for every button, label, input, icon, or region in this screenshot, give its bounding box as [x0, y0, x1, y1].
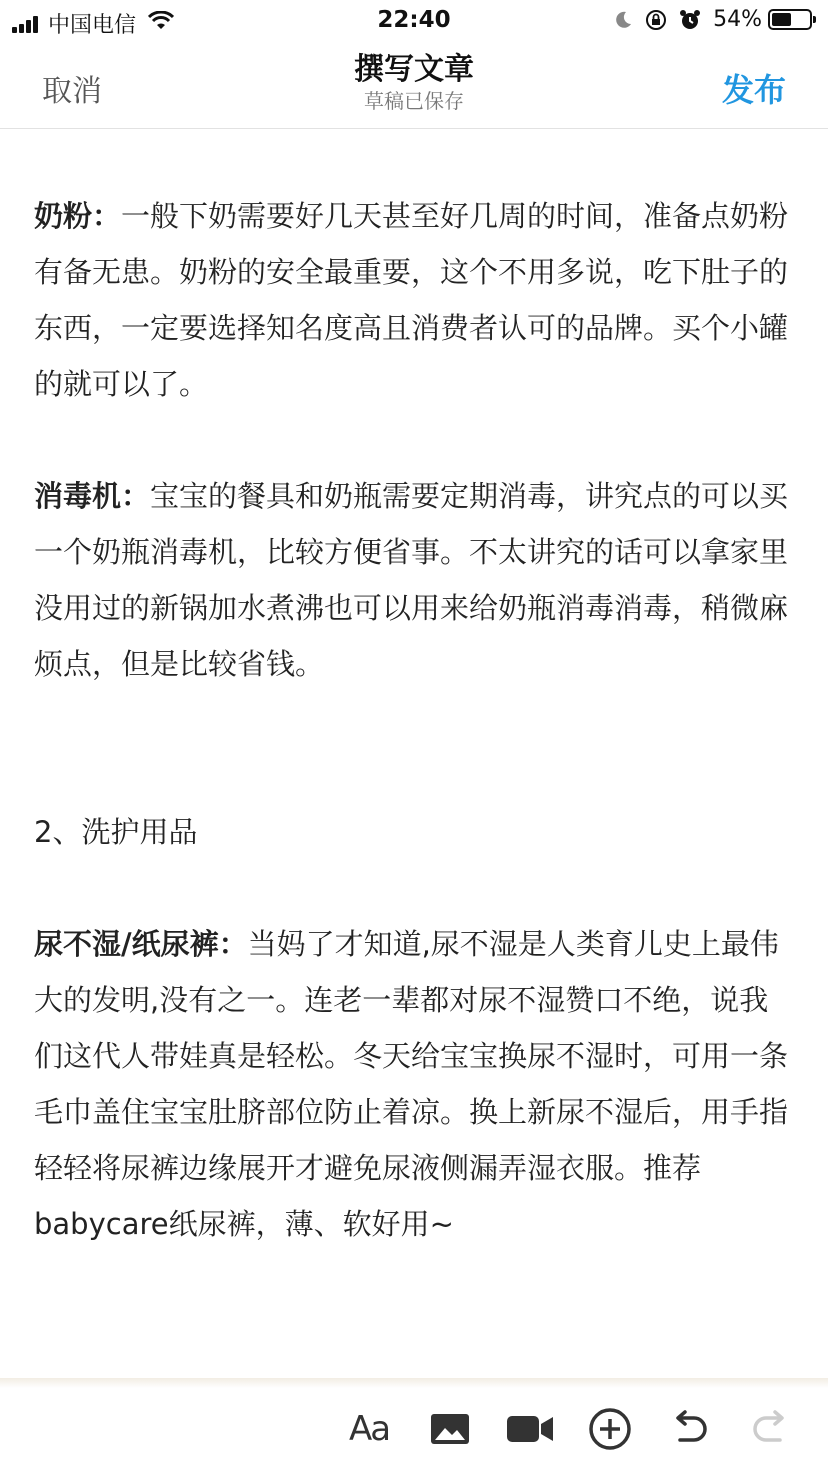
draft-status: 草稿已保存 [364, 89, 464, 113]
paragraph-text: 一般下奶需要好几天甚至好几周的时间，准备点奶粉有备无患。奶粉的安全最重要，这个不用多说，吃下肚子的东西，一定要选择知名度高且消费者认可的品牌。买个小罐的就可以了。 [34, 199, 789, 401]
paragraph-sterilizer[interactable] [34, 468, 794, 692]
publish-button[interactable]: 发布 [721, 71, 786, 109]
image-icon[interactable] [425, 1406, 475, 1452]
video-icon[interactable] [505, 1406, 555, 1452]
status-right [613, 7, 812, 32]
status-bar [0, 0, 828, 42]
paragraph-lead: 尿不湿/纸尿裤： [34, 927, 248, 961]
page-title: 撰写文章 [354, 52, 474, 87]
cancel-button[interactable]: 取消 [42, 74, 102, 109]
font-icon[interactable]: Aa [348, 1409, 390, 1449]
redo-icon[interactable] [745, 1406, 795, 1452]
battery-icon [768, 9, 812, 30]
paragraph-lead: 消毒机： [34, 479, 151, 513]
carrier-label: 中国电信 [48, 13, 137, 38]
section-heading[interactable]: 2、洗护用品 [34, 815, 198, 849]
battery-percent: 54% [713, 7, 762, 32]
toolbar-divider [0, 1378, 828, 1388]
nav-title-group [0, 52, 828, 114]
paragraph-formula[interactable] [34, 188, 794, 412]
rotation-lock-icon [645, 9, 667, 31]
article-editor[interactable] [34, 188, 794, 1252]
paragraph-diapers[interactable] [34, 916, 794, 1252]
paragraph-text: 当妈了才知道,尿不湿是人类育儿史上最伟大的发明,没有之一。连老一辈都对尿不湿赞口不绝，说我们这代人带娃真是轻松。冬天给宝宝换尿不湿时，可用一条毛巾盖住宝宝肚脐部位防止着凉。换上新尿不湿后，用手指轻轻将尿裤边缘展开才避免尿液侧漏弄湿衣服。推荐babycare纸尿裤，薄、软好用~ [34, 927, 789, 1241]
paragraph-text: 宝宝的餐具和奶瓶需要定期消毒，讲究点的可以买一个奶瓶消毒机，比较方便省事。不太讲究的话可以拿家里没用过的新锅加水煮沸也可以用来给奶瓶消毒消毒，稍微麻烦点，但是比较省钱。 [34, 479, 789, 681]
blank-lines [34, 692, 794, 804]
battery-fill [772, 13, 791, 26]
clock: 22:40 [377, 7, 451, 33]
undo-icon[interactable] [665, 1406, 715, 1452]
add-icon[interactable] [585, 1406, 635, 1452]
paragraph-lead: 奶粉： [34, 199, 122, 233]
moon-icon [613, 10, 633, 30]
nav-bar [0, 42, 828, 129]
alarm-icon [679, 9, 701, 31]
editor-toolbar [0, 1388, 828, 1472]
